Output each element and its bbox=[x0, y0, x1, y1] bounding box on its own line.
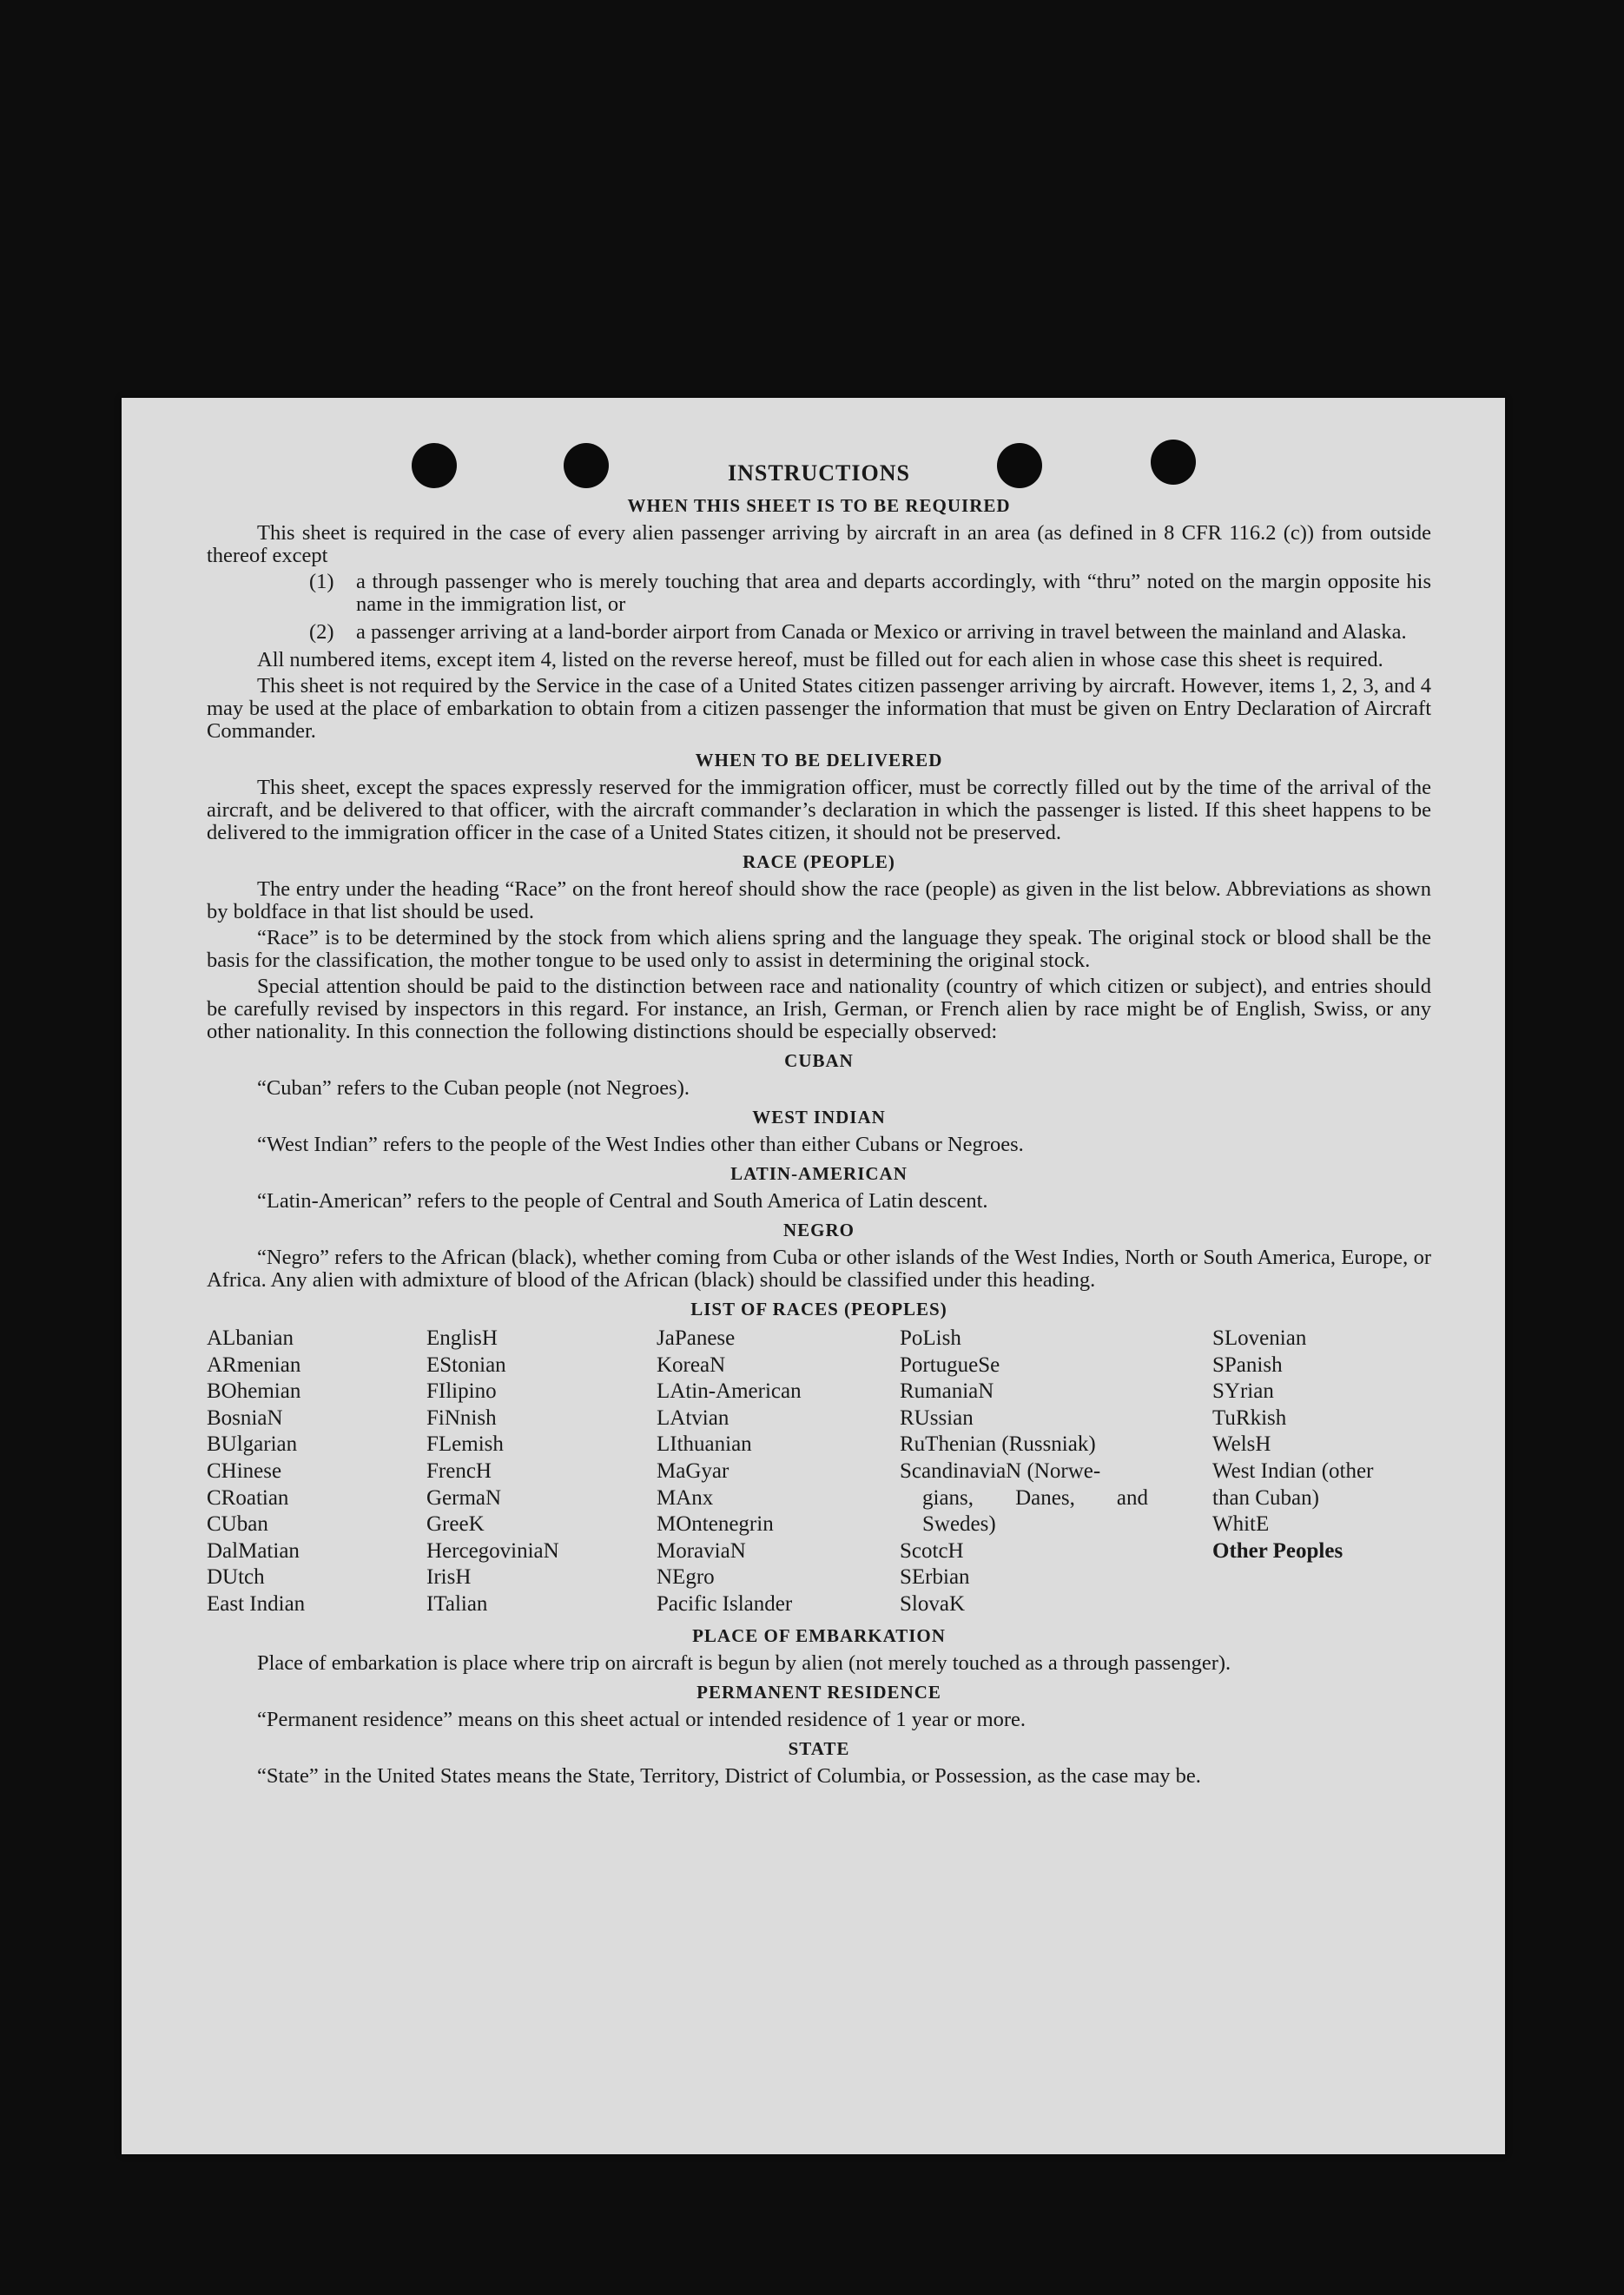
race-entry: BosniaN bbox=[207, 1405, 283, 1430]
section-heading: STATE bbox=[788, 1737, 850, 1759]
race-entry: LIthuanian bbox=[657, 1432, 752, 1457]
race-entry: IrisH bbox=[426, 1565, 472, 1590]
race-entry: SlovaK bbox=[900, 1591, 965, 1616]
paragraph: “West Indian” refers to the people of the West Indies other than either Cubans or Negroes. bbox=[257, 1133, 1024, 1156]
race-entry: than Cuban) bbox=[1212, 1485, 1319, 1510]
race-entry: WhitE bbox=[1212, 1512, 1270, 1537]
item-text: a passenger arriving at a land-border airport from Canada or Mexico or arriving in travel between the mainland and Alaska. bbox=[356, 620, 1407, 644]
race-entry: West Indian (other bbox=[1212, 1458, 1374, 1483]
race-entry: CUban bbox=[207, 1512, 268, 1537]
item-number: (2) bbox=[309, 620, 334, 644]
race-entry: DUtch bbox=[207, 1565, 265, 1590]
race-entry: ALbanian bbox=[207, 1326, 294, 1350]
race-entry: RUssian bbox=[900, 1405, 974, 1430]
race-entry: MoraviaN bbox=[657, 1538, 746, 1563]
race-entry: SYrian bbox=[1212, 1379, 1274, 1404]
race-entry: DalMatian bbox=[207, 1538, 300, 1563]
paragraph: This sheet is not required by the Service in the case of a United States citizen passenger arriving by aircraft. However, items 1, 2, 3, and 4 may be used at the place of embarkation to obtain from a citizen passenger the information that must be given on Entry Declaration of Aircraft Commander. bbox=[207, 674, 1431, 743]
race-entry: BOhemian bbox=[207, 1379, 301, 1404]
race-entry: JaPanese bbox=[657, 1326, 736, 1350]
race-entry: FiNnish bbox=[426, 1405, 497, 1430]
race-entry: PortugueSe bbox=[900, 1353, 1000, 1377]
page-title: INSTRUCTIONS bbox=[728, 460, 910, 486]
item-number: (1) bbox=[309, 570, 334, 593]
race-entry: GreeK bbox=[426, 1512, 485, 1537]
paragraph: “Permanent residence” means on this sheet actual or intended residence of 1 year or more. bbox=[257, 1707, 1027, 1731]
race-entry: LAtvian bbox=[657, 1405, 729, 1430]
race-entry: ScotcH bbox=[900, 1538, 964, 1563]
race-entry: Swedes) bbox=[922, 1512, 996, 1537]
race-entry: RuThenian (Russniak) bbox=[900, 1432, 1096, 1457]
race-entry: EnglisH bbox=[426, 1326, 498, 1350]
race-entry: Other Peoples bbox=[1212, 1538, 1343, 1563]
list-item bbox=[207, 571, 1431, 616]
paragraph: “State” in the United States means the State, Territory, District of Columbia, or Possession, as the case may be. bbox=[257, 1763, 1201, 1788]
race-entry: SPanish bbox=[1212, 1353, 1283, 1377]
section-heading: WEST INDIAN bbox=[752, 1107, 886, 1128]
race-entry: MOntenegrin bbox=[657, 1512, 774, 1537]
race-entry: BUlgarian bbox=[207, 1432, 298, 1457]
race-entry: ARmenian bbox=[207, 1353, 301, 1377]
race-entry: LAtin-American bbox=[657, 1379, 802, 1404]
races-column bbox=[1212, 1326, 1438, 1618]
race-entry: WelsH bbox=[1212, 1432, 1271, 1457]
section-heading: CUBAN bbox=[784, 1050, 854, 1071]
race-entry: GermaN bbox=[426, 1485, 502, 1510]
races-column bbox=[207, 1326, 426, 1618]
section-heading: PLACE OF EMBARKATION bbox=[692, 1624, 946, 1646]
paragraph: This sheet is required in the case of every alien passenger arriving by aircraft in an area (as defined in 8 CFR 116.2 (c)) from outside thereof except bbox=[207, 521, 1431, 567]
sheet-content bbox=[207, 460, 1431, 1791]
race-entry: HercegoviniaN bbox=[426, 1538, 559, 1563]
race-entry: KoreaN bbox=[657, 1353, 726, 1377]
race-entry: ITalian bbox=[426, 1591, 488, 1616]
race-entry: East Indian bbox=[207, 1591, 306, 1616]
races-list bbox=[207, 1326, 1431, 1618]
instruction-sheet bbox=[122, 398, 1505, 2154]
paragraph: This sheet, except the spaces expressly reserved for the immigration officer, must be correctly filled out by the time of the arrival of the aircraft, and be delivered to that officer, with the aircraft commander’s declaration in which the passenger is listed. If this sheet happens to be delivered to the immigration officer in the case of a United States citizen, it should not be preserved. bbox=[207, 776, 1431, 844]
list-item bbox=[207, 621, 1431, 644]
paragraph: “Cuban” refers to the Cuban people (not Negroes). bbox=[257, 1076, 690, 1100]
paragraph: Special attention should be paid to the distinction between race and nationality (country of which citizen or subject), and entries should be carefully revised by inspectors in this regard. For instance, an Irish, German, or French alien by race might be of English, Swiss, or any other nationality. In this connection the following distinctions should be especially observed: bbox=[207, 975, 1431, 1043]
race-entry: ScandinaviaN (Norwe- bbox=[900, 1458, 1101, 1483]
race-entry: MaGyar bbox=[657, 1458, 729, 1483]
section-heading: WHEN TO BE DELIVERED bbox=[695, 750, 943, 771]
race-entry: PoLish bbox=[900, 1326, 961, 1350]
race-entry: Pacific Islander bbox=[657, 1591, 793, 1616]
paragraph: All numbered items, except item 4, listed on the reverse hereof, must be filled out for each alien in whose case this sheet is required. bbox=[257, 648, 1383, 671]
race-entry: RumaniaN bbox=[900, 1379, 994, 1404]
race-entry: TuRkish bbox=[1212, 1405, 1287, 1430]
race-entry: FrencH bbox=[426, 1458, 492, 1483]
section-heading: RACE (PEOPLE) bbox=[743, 851, 895, 872]
race-entry: CRoatian bbox=[207, 1485, 289, 1510]
paragraph: “Latin-American” refers to the people of Central and South America of Latin descent. bbox=[257, 1189, 988, 1213]
paragraph: Place of embarkation is place where trip on aircraft is begun by alien (not merely touched as a through passenger). bbox=[257, 1650, 1231, 1675]
paragraph: The entry under the heading “Race” on the front hereof should show the race (people) as given in the list below. Abbreviations as shown by boldface in that list should be used. bbox=[207, 877, 1431, 923]
race-entry: EStonian bbox=[426, 1353, 506, 1377]
race-entry: CHinese bbox=[207, 1458, 282, 1483]
paragraph: “Negro” refers to the African (black), whether coming from Cuba or other islands of the West Indies, North or South America, Europe, or Africa. Any alien with admixture of blood of the African (black) should be classified under this heading. bbox=[207, 1246, 1431, 1292]
race-entry: SErbian bbox=[900, 1565, 970, 1590]
section-heading: LATIN-AMERICAN bbox=[730, 1163, 908, 1184]
race-entry: MAnx bbox=[657, 1485, 714, 1510]
paragraph: “Race” is to be determined by the stock from which aliens spring and the language they speak. The original stock or blood shall be the basis for the classification, the mother tongue to be used only to assist in determining the original stock. bbox=[207, 926, 1431, 972]
race-entry: NEgro bbox=[657, 1565, 715, 1590]
races-column bbox=[657, 1326, 900, 1618]
section-heading: NEGRO bbox=[782, 1220, 855, 1240]
section-heading: LIST OF RACES (PEOPLES) bbox=[690, 1299, 947, 1319]
section-heading: WHEN THIS SHEET IS TO BE REQUIRED bbox=[627, 495, 1011, 516]
section-heading: PERMANENT RESIDENCE bbox=[696, 1681, 941, 1703]
race-entry: FLemish bbox=[426, 1432, 504, 1457]
race-entry: FIlipino bbox=[426, 1379, 497, 1404]
races-column bbox=[426, 1326, 657, 1618]
race-entry: gians, Danes, and bbox=[922, 1485, 1148, 1510]
item-text: a through passenger who is merely touching that area and departs accordingly, with “thru” noted on the margin opposite his name in the immigration list, or bbox=[356, 570, 1431, 616]
races-column bbox=[900, 1326, 1212, 1618]
race-entry: SLovenian bbox=[1212, 1326, 1307, 1350]
